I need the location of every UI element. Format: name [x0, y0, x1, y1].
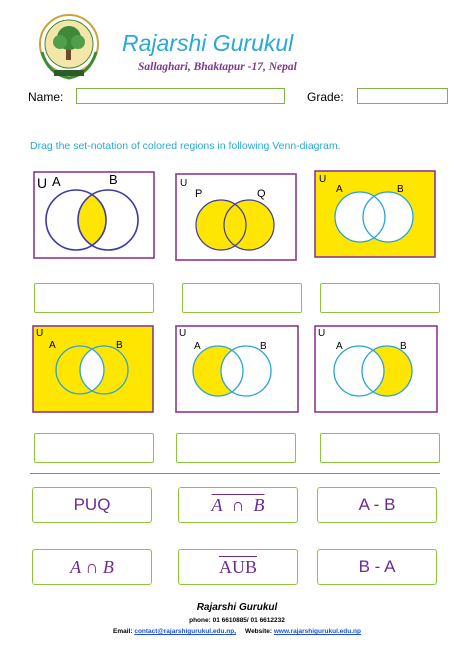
answer-drop-zone-4[interactable]	[34, 433, 154, 463]
venn-1-set-b-label: B	[109, 172, 118, 187]
answer-card-b-minus-a-text: B - A	[358, 557, 396, 576]
venn-diagram-1	[33, 171, 153, 259]
instruction-text: Drag the set-notation of colored regions in following Venn-diagram.	[30, 140, 341, 152]
venn-2-set-b-label: Q	[257, 188, 266, 200]
venn-3-universal-label: U	[319, 174, 327, 185]
answer-drop-zone-2[interactable]	[182, 283, 302, 313]
venn-4-universal-label: U	[36, 328, 44, 339]
footer-website-link[interactable]: www.rajarshigurukul.edu.np	[273, 628, 361, 635]
grade-label: Grade:	[307, 90, 344, 104]
section-divider	[30, 473, 440, 474]
venn-2-universal-label: U	[180, 178, 188, 189]
venn-3-set-a-label: A	[336, 184, 343, 195]
answer-card-a-intersect-b[interactable]	[32, 549, 152, 585]
answer-card-a-minus-b-text: A - B	[358, 495, 396, 514]
school-name: Rajarshi Gurukul	[122, 30, 294, 56]
venn-diagram-2	[175, 173, 295, 261]
venn-6-set-b-label: B	[400, 341, 407, 352]
school-address: Sallaghari, Bhaktapur -17, Nepal	[138, 61, 297, 73]
name-label: Name:	[28, 90, 64, 104]
venn-diagram-3	[314, 170, 434, 258]
answer-drop-zone-6[interactable]	[320, 433, 440, 463]
answer-card-complement-a-union-b[interactable]	[178, 549, 298, 585]
venn-1-universal-label: U	[37, 175, 48, 191]
venn-1-set-a-label: A	[52, 174, 61, 189]
grade-field[interactable]	[357, 88, 448, 104]
venn-6-set-a-label: A	[336, 341, 343, 352]
answer-card-b-minus-a[interactable]	[317, 549, 437, 585]
venn-4-set-a-label: A	[49, 340, 56, 351]
venn-5-set-a-label: A	[194, 341, 201, 352]
answer-card-p-union-q-text: PUQ	[73, 495, 111, 514]
venn-diagram-5	[175, 325, 295, 413]
answer-drop-zone-5[interactable]	[176, 433, 296, 463]
footer-contact	[0, 628, 474, 635]
school-logo	[38, 12, 100, 82]
answer-card-a-minus-b[interactable]	[317, 487, 437, 523]
answer-drop-zone-3[interactable]	[320, 283, 440, 313]
venn-6-universal-label: U	[318, 328, 326, 339]
answer-card-p-union-q[interactable]	[32, 487, 152, 523]
venn-5-set-b-label: B	[260, 341, 267, 352]
venn-diagram-6	[314, 325, 434, 413]
name-field[interactable]	[76, 88, 285, 104]
venn-2-set-a-label: P	[195, 188, 203, 200]
footer-email-label: Email:	[113, 628, 133, 635]
venn-4-set-b-label: B	[116, 340, 123, 351]
answer-card-complement-a-intersect-b-text: A ∩ B	[211, 494, 265, 515]
footer-website-label: Website:	[245, 628, 273, 635]
footer-school-name: Rajarshi Gurukul	[196, 602, 278, 613]
answer-drop-zone-1[interactable]	[34, 283, 154, 313]
answer-card-complement-a-intersect-b[interactable]	[178, 487, 298, 523]
footer-phone: phone: 01 6610885/ 01 6612232	[189, 617, 285, 624]
answer-card-a-intersect-b-text: A ∩ B	[70, 556, 114, 577]
venn-diagram-4	[32, 325, 152, 413]
venn-3-set-b-label: B	[397, 184, 404, 195]
venn-5-universal-label: U	[179, 328, 187, 339]
answer-card-complement-a-union-b-text: $\overline{AUB}$	[218, 556, 257, 577]
footer-email-link[interactable]: contact@rajarshigurukul.edu.np,	[134, 628, 237, 635]
